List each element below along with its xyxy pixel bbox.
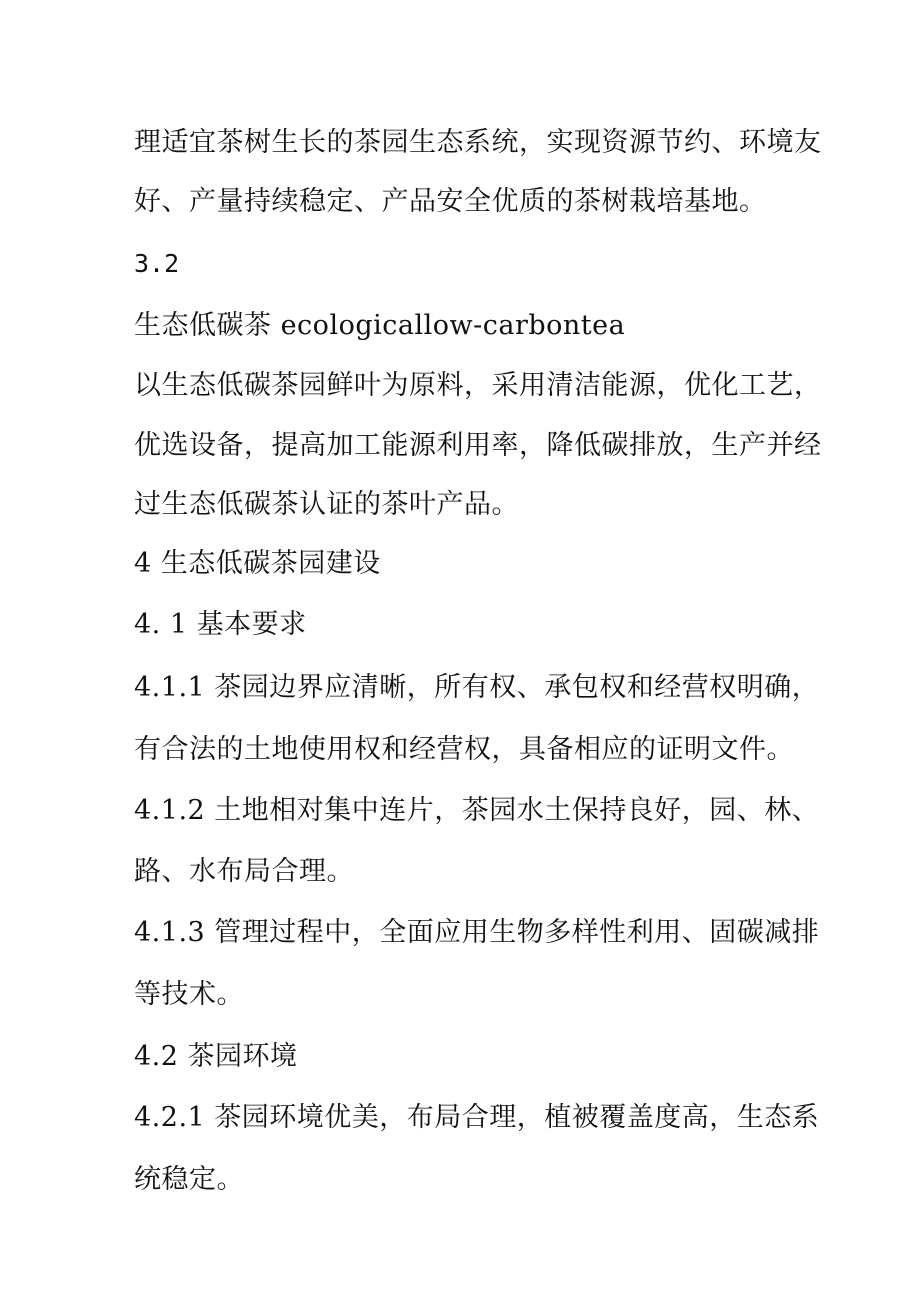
clause-text-line: 4.1.3 管理过程中，全面应用生物多样性利用、固碳减排 <box>134 917 820 948</box>
clause-text-line: 等技术。 <box>134 979 244 1010</box>
term-heading: 生态低碳茶 ecologicallow-carbontea <box>134 310 626 341</box>
body-text-line: 以生态低碳茶园鲜叶为原料，采用清洁能源，优化工艺， <box>134 370 822 401</box>
clause-text-line: 4.2.1 茶园环境优美，布局合理，植被覆盖度高，生态系 <box>134 1102 820 1133</box>
clause-text-line: 统稳定。 <box>134 1164 244 1195</box>
subsection-heading: 4. 1 基本要求 <box>134 609 307 640</box>
clause-text-line: 路、水布局合理。 <box>134 856 354 887</box>
clause-text-line: 有合法的土地使用权和经营权，具备相应的证明文件。 <box>134 734 794 765</box>
body-text-line: 理适宜茶树生长的茶园生态系统，实现资源节约、环境友 <box>134 127 822 158</box>
body-text-line: 优选设备，提高加工能源利用率，降低碳排放，生产并经 <box>134 430 822 461</box>
section-number: 3.2 <box>134 249 180 278</box>
body-text-line: 过生态低碳茶认证的茶叶产品。 <box>134 489 519 520</box>
subsection-heading: 4.2 茶园环境 <box>134 1041 298 1072</box>
body-text-line: 好、产量持续稳定、产品安全优质的茶树栽培基地。 <box>134 186 767 217</box>
section-heading: 4 生态低碳茶园建设 <box>134 548 381 579</box>
clause-text-line: 4.1.2 土地相对集中连片，茶园水土保持良好，园、林、 <box>134 795 820 826</box>
clause-text-line: 4.1.1 茶园边界应清晰，所有权、承包权和经营权明确， <box>134 672 820 703</box>
